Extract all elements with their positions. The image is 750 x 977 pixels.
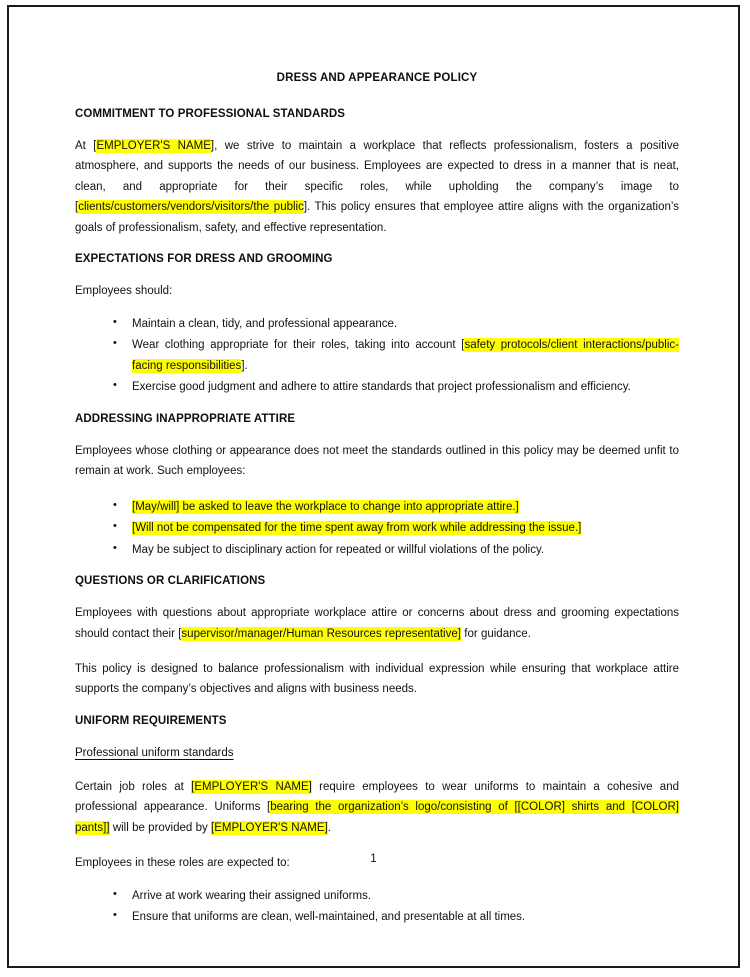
- paragraph-commitment: [75, 136, 679, 238]
- lead-in-expectations: Employees should:: [75, 285, 173, 298]
- placeholder-employer-name-uniform: [EMPLOYER'S NAME]: [191, 780, 312, 793]
- lead-in-uniform: Employees in these roles are expected to:: [75, 857, 290, 870]
- bullet-list-inappropriate-attire: [75, 497, 679, 560]
- paragraph-uniform: [75, 777, 679, 838]
- list-item: • Maintain a clean, tidy, and professional appearance.: [75, 314, 679, 334]
- list-item-text-2: ].: [241, 359, 248, 372]
- paragraph-questions-text-1: Employees with questions about appropriate workplace attire or concerns about dress and grooming expectations should contact their [: [75, 607, 679, 640]
- placeholder-employer-name-provider: [EMPLOYER'S NAME]: [211, 821, 328, 834]
- paragraph-commitment-text-1: At [: [75, 140, 97, 152]
- placeholder-role-considerations: safety protocols/client interactions/public-facing responsibilities: [132, 339, 679, 372]
- paragraph-questions-balance: This policy is designed to balance professionalism with individual expression while ensuring that workplace attire supports the company’s objectives and aligns with business needs.: [75, 662, 679, 696]
- list-item: [75, 335, 679, 376]
- paragraph-commitment-text-3: ]. This policy ensures that employee attire aligns with the organization’s goals of professionalism, safety, and effective representation.: [75, 201, 679, 234]
- section-heading-uniform: UNIFORM REQUIREMENTS: [75, 714, 227, 727]
- paragraph-uniform-text-1: Certain job roles at: [75, 780, 192, 793]
- document-page: [7, 5, 740, 968]
- sub-heading-uniform-standards: Professional uniform standards: [75, 746, 234, 759]
- list-item: [75, 518, 679, 538]
- section-heading-expectations: EXPECTATIONS FOR DRESS AND GROOMING: [75, 253, 333, 266]
- bullet-list-uniform: [75, 886, 679, 928]
- bullet-list-expectations: [75, 314, 679, 398]
- list-item: • May be subject to disciplinary action for repeated or willful violations of the policy.: [75, 540, 679, 560]
- paragraph-inappropriate-attire: Employees whose clothing or appearance does not meet the standards outlined in this policy may be deemed unfit to remain at work. Such employees:: [75, 444, 679, 478]
- placeholder-employer-name: EMPLOYER'S NAME: [96, 140, 211, 152]
- paragraph-questions-contact: [75, 603, 679, 644]
- page-title: DRESS AND APPEARANCE POLICY: [276, 72, 478, 84]
- list-item: • Ensure that uniforms are clean, well-maintained, and presentable at all times.: [75, 907, 679, 927]
- placeholder-contact-person: supervisor/manager/Human Resources representative]: [181, 627, 461, 640]
- section-heading-inappropriate-attire: ADDRESSING INAPPROPRIATE ATTIRE: [75, 412, 296, 425]
- paragraph-uniform-text-4: .: [327, 821, 331, 834]
- list-item: • Exercise good judgment and adhere to attire standards that project professionalism and efficiency.: [75, 377, 679, 397]
- list-item-text-1: Wear clothing appropriate for their roles, taking into account [: [132, 339, 465, 352]
- list-item: [75, 497, 679, 517]
- placeholder-leave-workplace: [May/will] be asked to leave the workplace to change into appropriate attire.]: [132, 500, 519, 513]
- page-number: 1: [370, 853, 377, 865]
- placeholder-compensation: [Will not be compensated for the time spent away from work while addressing the issue.]: [132, 522, 582, 535]
- paragraph-uniform-text-2: require employees to wear uniforms to maintain a cohesive and professional appearance. Uniforms [: [75, 780, 679, 814]
- paragraph-uniform-text-3: will be provided by: [109, 821, 212, 834]
- placeholder-uniform-description: bearing the organization’s logo/consisting of [[COLOR] shirts and [COLOR] pants]]: [75, 801, 679, 834]
- section-heading-questions: QUESTIONS OR CLARIFICATIONS: [75, 575, 266, 588]
- section-heading-commitment: COMMITMENT TO PROFESSIONAL STANDARDS: [75, 108, 346, 120]
- placeholder-audience: clients/customers/vendors/visitors/the public: [78, 201, 304, 214]
- paragraph-commitment-text-2: ], we strive to maintain a workplace that reflects professionalism, fosters a positive atmosphere, and supports the needs of our business. Employees are expected to dress in a manner that is neat, clean, and appropriate for their specific roles, while upholding the company’s image to [: [75, 140, 679, 214]
- document-body: [75, 72, 679, 943]
- paragraph-questions-text-2: for guidance.: [460, 627, 531, 640]
- list-item: • Arrive at work wearing their assigned uniforms.: [75, 886, 679, 906]
- sub-heading-wrap-uniform: [75, 743, 679, 761]
